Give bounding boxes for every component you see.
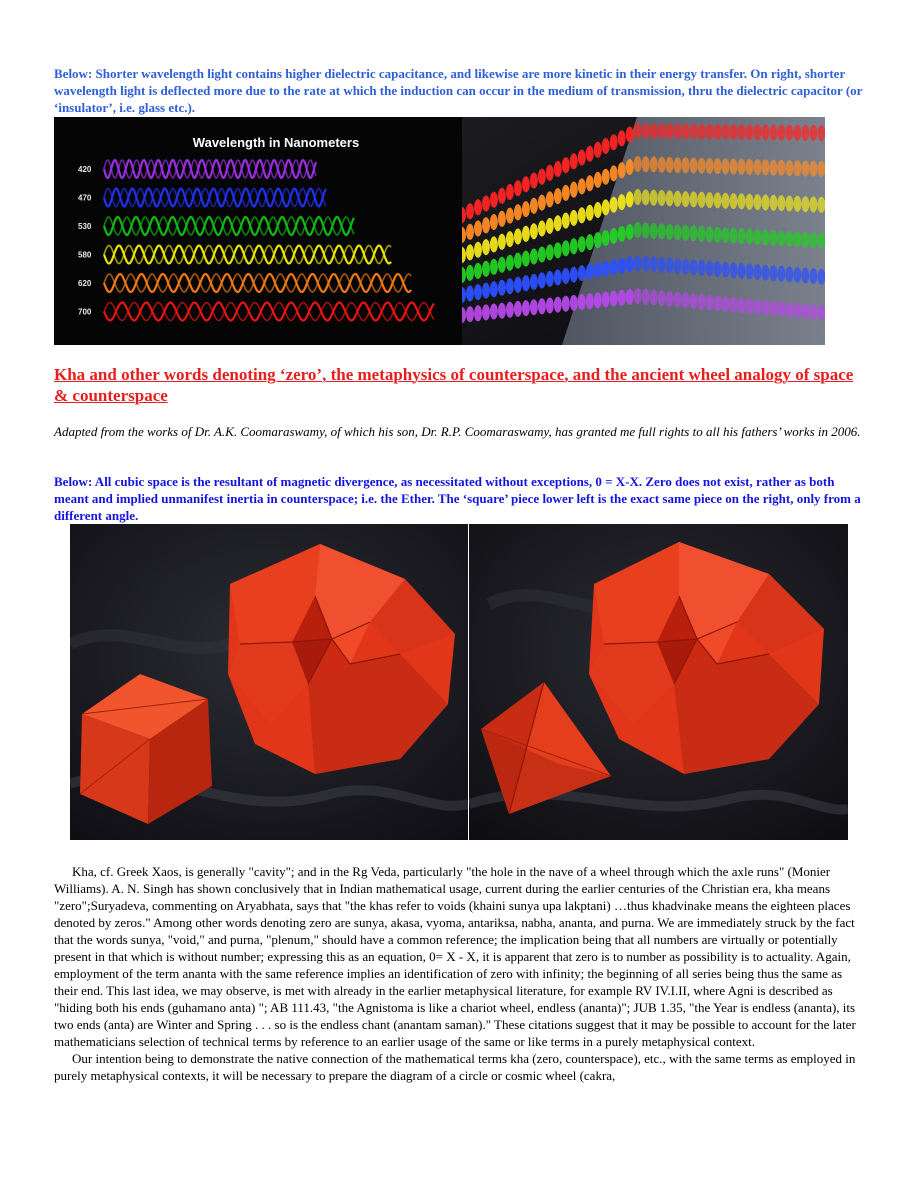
helix-bead [474,199,482,215]
helix-bead [530,299,538,315]
helix-bead [777,231,785,247]
helix-bead [738,228,746,244]
helix-bead [801,268,809,284]
cube-photo-left [70,524,468,840]
helix-bead [650,123,658,139]
helix-bead [714,158,722,174]
helix-bead [666,123,674,139]
helix-bead [498,280,506,296]
helix-bead [785,125,793,141]
helix-bead [754,264,762,280]
helix-bead [754,159,762,175]
helix-bead [698,226,706,242]
helix-bead [634,255,642,271]
helix-bead [530,249,538,265]
helix-bead [658,290,666,306]
helix-bead [466,265,474,281]
helix-bead [746,124,754,140]
helix-bead [658,223,666,239]
helix-bead [530,173,538,189]
helix-bead [658,190,666,206]
helix-bead [746,194,754,210]
helix-bead [538,298,546,314]
helix-bead [482,217,490,233]
helix-bead [490,259,498,275]
helix-bead [554,188,562,204]
helix-bead [634,156,642,172]
helix-bead [762,300,770,316]
helix-bead [578,178,586,194]
helix-bead [490,281,498,297]
helix-bead [618,162,626,178]
wavelength-label: 470 [78,193,92,203]
helix-bead [650,223,658,239]
wavelength-label: 580 [78,250,92,260]
helix-bead [490,214,498,230]
helix-bead [674,123,682,139]
helix-bead [490,192,498,208]
helix-bead [626,159,634,175]
helix-bead [466,286,474,302]
helix-bead [578,150,586,166]
helix-bead [626,256,634,272]
helix-bead [578,294,586,310]
helix-bead [730,228,738,244]
helix-bead [578,236,586,252]
helix-bead [642,156,650,172]
helix-bead [793,125,801,141]
helix-bead [538,195,546,211]
helix-bead [578,207,586,223]
wavelength-label: 700 [78,307,92,317]
helix-bead [514,277,522,293]
helix-bead [570,238,578,254]
helix-bead [586,234,594,250]
helix-bead [530,274,538,290]
helix-bead [746,159,754,175]
helix-bead [682,259,690,275]
helix-bead [642,256,650,272]
helix-bead [777,160,785,176]
helix-bead [586,293,594,309]
helix-bead [538,169,546,185]
helix-bead [706,158,714,174]
helix-bead [466,203,474,219]
helix-bead [777,125,785,141]
helix-bead [706,124,714,140]
helix-bead [506,302,514,318]
helix-bead [754,299,762,315]
helix-bead [498,234,506,250]
helix-bead [522,176,530,192]
helix-bead [554,297,562,313]
helix-bead [594,292,602,308]
helix-bead [562,157,570,173]
helix-bead [506,184,514,200]
helix-bead [610,259,618,275]
helix-bead [618,258,626,274]
helix-bead [801,161,809,177]
helix-bead [730,262,738,278]
helix-bead [618,290,626,306]
helix-bead [498,303,506,319]
helix-bead [594,232,602,248]
helix-bead [586,205,594,221]
helix-bead [546,244,554,260]
helix-bead [698,294,706,310]
helix-bead [754,124,762,140]
helix-bead [466,244,474,260]
helix-bead [594,262,602,278]
helix-bead [801,125,809,141]
helix-bead [642,289,650,305]
cube-photo-right [469,524,848,840]
helix-bead [554,161,562,177]
helix-bead [474,221,482,237]
helix-bead [770,195,778,211]
helix-bead [546,218,554,234]
helix-bead [666,257,674,273]
helix-bead [785,231,793,247]
wavelength-label: 420 [78,165,92,174]
helix-bead [642,223,650,239]
helix-bead [801,303,809,319]
helix-bead [546,271,554,287]
helix-bead [466,306,474,322]
helix-bead [674,191,682,207]
helix-bead [618,226,626,242]
helix-bead [602,261,610,277]
helix-bead [650,290,658,306]
wavelength-label: 620 [78,279,92,288]
helix-bead [682,124,690,140]
helix-bead [586,264,594,280]
helix-bead [594,142,602,158]
body-paragraph: Kha, cf. Greek Xaos, is generally "cavity"; and in the Rg Veda, particularly "the hole in the nave of a wheel through which the axle runs" (Monier Williams). A. N. Singh has shown conclusively that in Indian mathematical usage, current during the earlier centuries of the Christian era, kha means "zero";Suryadeva, commenting on Aryabhata, says that "the khas refer to voids (khaini sunya upa lakptani) …thus khadvinake means the eighteen places denoted by zeros." Among other words denoting zero are sunya, akasa, vyoma, antariksa, nabha, ananta, and purna. We are immediately struck by the fact that the words sunya, "void," and purna, "plenum," should have a common reference; the implication being that all numbers are virtually or potentially present in that which is without number; expressing this as an equation, 0= X - X, it is apparent that zero is to number as possibility is to actuality. Again, employment of the term ananta with the same reference implies an identification of zero with infinity; the beginning of all series being thus the same as their end. This last idea, we may observe, is met with already in the earlier metaphysical literature, for example RV IV.I.II, where Agni is described as "hiding both his ends (guhamano anta) "; AB 111.43, "the Agnistoma is like a chariot wheel, endless (ananta)"; JUB 1.35, "the Year is endless (ananta), its two ends (anta) are Winter and Spring . . . so is the endless chant (anantam saman)." These citations suggest that it may be possible to account for the later mathematicians selection of technical terms by reference to an earlier usage of the same or like terms in a purely metaphysical context. [54,864,856,1049]
helix-bead [674,258,682,274]
helix-bead [777,195,785,211]
helix-bead [482,304,490,320]
helix-bead [530,223,538,239]
helix-bead [610,197,618,213]
helix-bead [562,213,570,229]
helix-bead [809,161,817,177]
helix-bead [642,189,650,205]
helix-bead [690,225,698,241]
helix-bead [602,199,610,215]
helix-bead [690,158,698,174]
helix-bead [674,224,682,240]
helix-bead [690,259,698,275]
helix-bead [714,192,722,208]
helix-bead [514,204,522,220]
helix-bead [809,304,817,320]
helix-bead [722,124,730,140]
helix-bead [474,242,482,258]
helix-bead [785,196,793,212]
helix-bead [658,157,666,173]
helix-bead [730,297,738,313]
helix-bead [682,191,690,207]
helix-bead [754,229,762,245]
helix-bead [785,266,793,282]
helix-bead [770,300,778,316]
helix-bead [714,124,722,140]
helix-bead [658,257,666,273]
helix-bead [762,159,770,175]
helix-bead [610,134,618,150]
helix-bead [722,296,730,312]
helix-bead [506,255,514,271]
helix-bead [666,224,674,240]
helix-bead [730,159,738,175]
helix-bead [546,191,554,207]
helix-bead [482,261,490,277]
helix-bead [762,124,770,140]
helix-bead [809,232,817,248]
helix-bead [570,182,578,198]
helix-bead [618,194,626,210]
helix-bead [634,222,642,238]
helix-bead [482,283,490,299]
helix-bead [602,230,610,246]
helix-bead [466,224,474,240]
helix-bead [793,160,801,176]
helix-bead [490,236,498,252]
helix-bead [809,268,817,284]
helix-bead [666,157,674,173]
helix-bead [706,260,714,276]
helix-bead [698,260,706,276]
helix-bead [474,263,482,279]
helix-bead [777,301,785,317]
helix-bead [546,165,554,181]
helix-bead [522,251,530,267]
helix-bead [722,227,730,243]
helix-bead [570,295,578,311]
wavelength-label: 530 [78,222,92,231]
helix-bead [650,156,658,172]
helix-bead [498,211,506,227]
helix-bead [730,124,738,140]
helix-bead [634,189,642,205]
helix-bead [626,127,634,143]
helix-bead [770,230,778,246]
helix-bead [722,158,730,174]
helix-bead [610,291,618,307]
helix-bead [714,295,722,311]
helix-bead [714,261,722,277]
helix-bead [738,298,746,314]
helix-bead [706,192,714,208]
helix-bead [626,289,634,305]
caption-wavelength: Below: Shorter wavelength light contains higher dielectric capacitance, and likewise are more kinetic in their energy transfer. On right, shorter wavelength light is deflected more due to the rate at which the induction can occur in the medium of transmission, thru the dielectric capacitor (or ‘insulator’, i.e. glass etc.). [54,66,863,115]
helix-bead [522,300,530,316]
helix-bead [514,301,522,317]
helix-bead [793,303,801,319]
caption-cubes: Below: All cubic space is the resultant of magnetic divergence, as necessitated without exceptions, 0 = X-X. Zero does not exist, rather as both meant and implied unmanifest inertia in counterspace; i.e. the Ether. The ‘square’ piece lower left is the exact same piece on the right, only from a different angle. [54,474,861,523]
helix-bead [538,247,546,263]
helix-bead [722,193,730,209]
helix-bead [770,160,778,176]
helix-bead [690,191,698,207]
helix-bead [586,175,594,191]
helix-bead [682,292,690,308]
helix-bead [562,185,570,201]
helix-bead [770,265,778,281]
helix-bead [738,263,746,279]
helix-bead [474,284,482,300]
helix-bead [785,160,793,176]
helix-bead [562,268,570,284]
body-paragraph: Our intention being to demonstrate the native connection of the mathematical terms kha (zero, counterspace), etc., with the same terms as employed in purely metaphysical contexts, it will be necessary to prepare the diagram of a circle or cosmic wheel (cakra, [54,1051,856,1083]
helix-bead [738,159,746,175]
helix-bead [594,172,602,188]
helix-bead [514,229,522,245]
helix-bead [762,230,770,246]
helix-bead [722,262,730,278]
helix-bead [746,298,754,314]
helix-bead [690,124,698,140]
helix-bead [546,298,554,314]
helix-bead [674,292,682,308]
helix-bead [554,215,562,231]
body-text [54,863,864,1084]
helix-bead [570,267,578,283]
helix-bead [801,232,809,248]
helix-bead [498,257,506,273]
helix-bead [762,265,770,281]
helix-bead [642,123,650,139]
helix-bead [474,305,482,321]
helix-bead [562,240,570,256]
helix-bead [602,138,610,154]
helix-bead [506,208,514,224]
helix-bead [682,225,690,241]
helix-bead [793,267,801,283]
helix-bead [522,275,530,291]
helix-bead [514,180,522,196]
helix-bead [706,295,714,311]
helix-bead [666,190,674,206]
helix-bead [682,157,690,173]
helix-bead [570,153,578,169]
helix-bead [482,239,490,255]
helix-bead [538,272,546,288]
helix-bead [482,196,490,212]
helix-bead [698,124,706,140]
helix-bead [738,193,746,209]
helix-bead [746,263,754,279]
helix-bead [530,198,538,214]
helix-bead [666,291,674,307]
helix-bead [626,191,634,207]
wavelength-image [54,117,462,345]
helix-bead [570,210,578,226]
prism-helix-image [462,117,825,345]
helix-bead [658,123,666,139]
helix-bead [650,256,658,272]
helix-bead [610,165,618,181]
helix-bead [554,270,562,286]
helix-bead [562,296,570,312]
helix-bead [506,278,514,294]
helix-bead [538,221,546,237]
helix-bead [522,201,530,217]
helix-bead [610,228,618,244]
helix-bead [490,304,498,320]
helix-bead [762,195,770,211]
helix-bead [730,193,738,209]
helix-bead [777,266,785,282]
wavelength-title: Wavelength in Nanometers [192,135,360,150]
helix-bead [690,293,698,309]
helix-bead [698,158,706,174]
helix-bead [554,242,562,258]
helix-bead [698,192,706,208]
helix-bead [809,125,817,141]
helix-bead [770,125,778,141]
helix-bead [793,196,801,212]
helix-bead [586,146,594,162]
helix-bead [738,124,746,140]
helix-bead [602,291,610,307]
section-title: Kha and other words denoting ‘zero’, the metaphysics of counterspace, and the ancient wheel analogy of space & counterspace [54,365,854,405]
helix-bead [785,302,793,318]
helix-bead [650,190,658,206]
helix-bead [506,231,514,247]
helix-bead [634,288,642,304]
helix-bead [626,224,634,240]
helix-bead [602,169,610,185]
helix-bead [754,194,762,210]
helix-bead [522,226,530,242]
helix-bead [634,123,642,139]
helix-bead [801,196,809,212]
helix-bead [674,157,682,173]
helix-bead [809,197,817,213]
helix-bead [514,253,522,269]
helix-bead [746,229,754,245]
helix-bead [498,188,506,204]
helix-bead [618,130,626,146]
helix-bead [578,265,586,281]
helix-bead [706,226,714,242]
helix-bead [793,231,801,247]
helix-bead [594,202,602,218]
credit-note: Adapted from the works of Dr. A.K. Coomaraswamy, of which his son, Dr. R.P. Coomaraswamy, has granted me full rights to all his fathers’ works in 2006. [54,424,861,439]
helix-bead [714,227,722,243]
